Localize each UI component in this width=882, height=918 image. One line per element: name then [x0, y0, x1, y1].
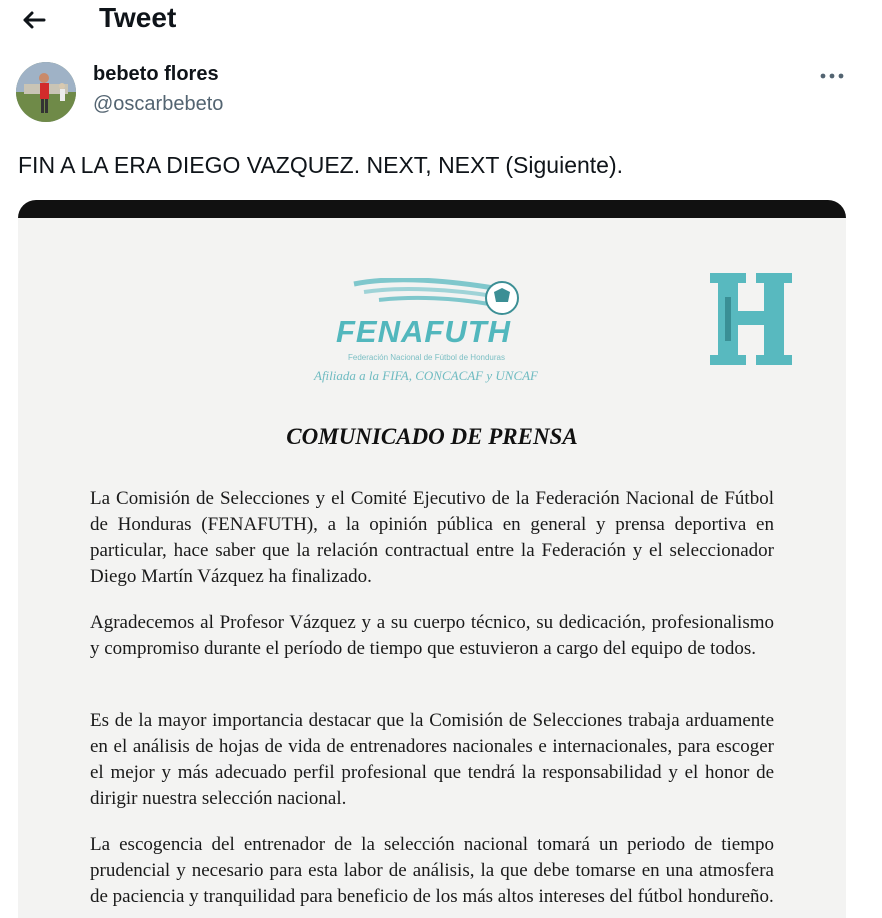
top-bar — [0, 0, 882, 48]
author-handle[interactable]: @oscarbebeto — [93, 93, 224, 115]
paragraph-4: La escogencia del entrenador de la selección nacional tomará un periodo de tiempo prudencial y necesario para esta labor de análisis, la que debe tomarse en una atmosfera de paciencia y tranquilidad para beneficio de los más altos intereses del fútbol hondureño. — [90, 834, 774, 907]
tweet-media[interactable] — [18, 200, 846, 918]
paragraph-3: Es de la mayor importancia destacar que la Comisión de Selecciones trabaja arduamente en el análisis de hojas de vida de entrenadores nacionales e internacionales, para escoger el mejor y más adecuado perfil profesional que tendrá la responsabilidad y el honor de dirigir nuestra selección nacional. — [90, 710, 774, 809]
avatar[interactable] — [16, 62, 76, 122]
arrow-left-icon[interactable] — [18, 4, 50, 36]
press-release-document — [18, 218, 846, 918]
more-options-icon[interactable] — [818, 62, 846, 90]
org-name: FENAFUTH — [336, 314, 512, 349]
page-title: Tweet — [99, 2, 177, 33]
org-full-name: Federación Nacional de Fútbol de Honduras — [348, 353, 505, 362]
author-name[interactable]: bebeto flores — [93, 63, 219, 85]
document-title: COMUNICADO DE PRENSA — [286, 424, 578, 449]
honduras-h-logo — [710, 273, 792, 365]
paragraph-1: La Comisión de Selecciones y el Comité Ejecutivo de la Federación Nacional de Fútbol de Honduras (FENAFUTH), a la opinión pública en general y prensa deportiva en particular, hace saber que la relación contractual entre la Federación y el seleccionador Diego Martín Vázquez ha finalizado. — [90, 488, 774, 587]
tweet-text: FIN A LA ERA DIEGO VAZQUEZ. NEXT, NEXT (Siguiente). — [18, 152, 624, 178]
paragraph-2: Agradecemos al Profesor Vázquez y a su cuerpo técnico, su dedicación, profesionalismo y compromiso durante el período de tiempo que estuvieron a cargo del equipo de todos. — [90, 612, 774, 659]
org-affiliation: Afiliada a la FIFA, CONCACAF y UNCAF — [314, 368, 539, 383]
